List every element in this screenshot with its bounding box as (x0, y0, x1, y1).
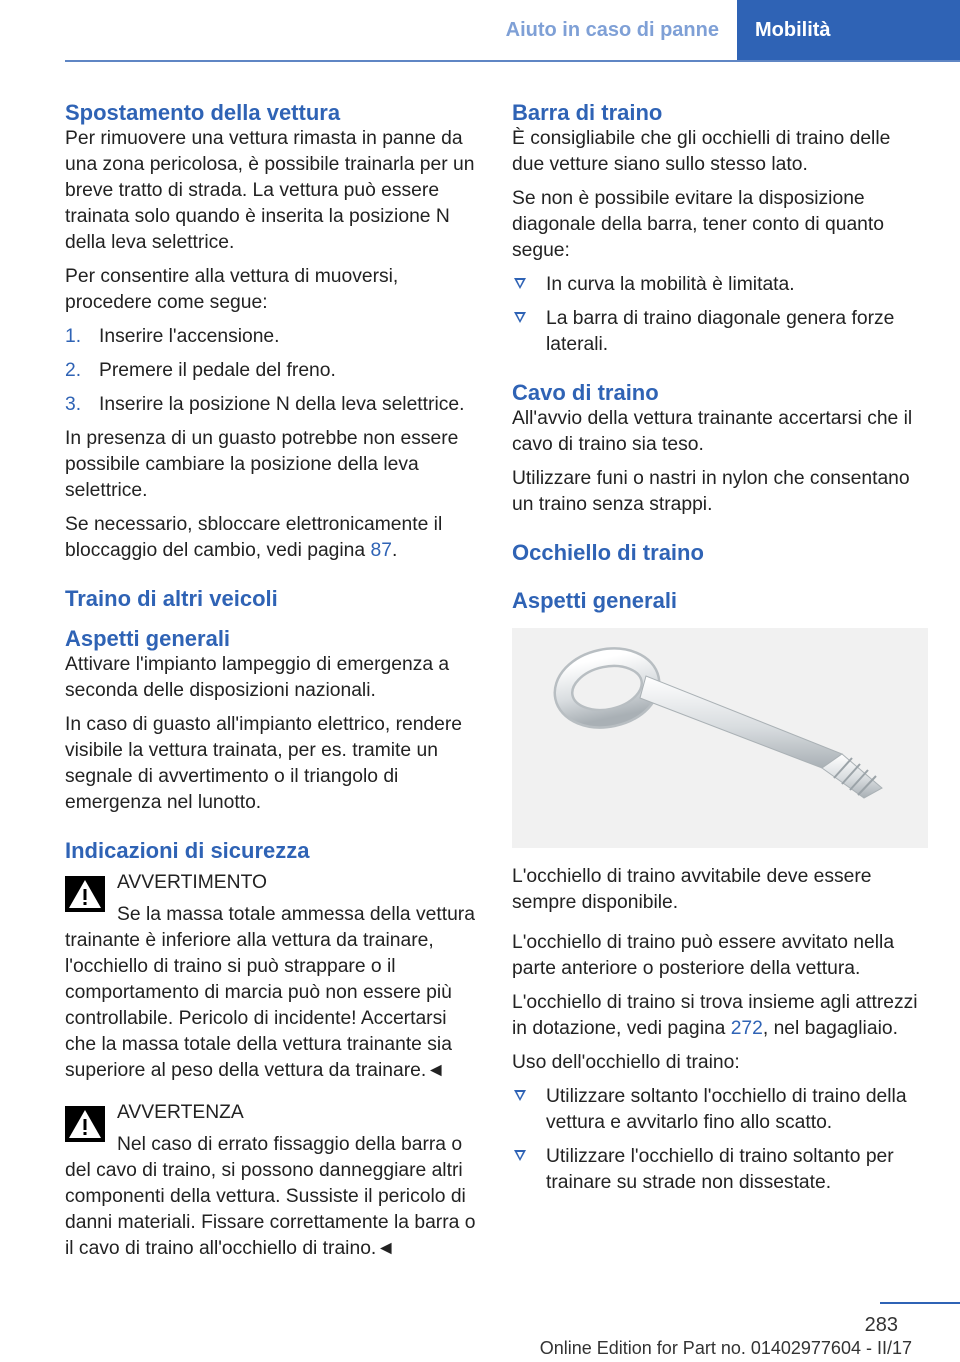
right-column (512, 100, 927, 1204)
section-title: Aiuto in caso di panne (505, 19, 719, 41)
page-link[interactable]: 272 (730, 1018, 763, 1039)
paragraph: Attivare l'impianto lampeggio di emergenza a seconda delle disposizioni nazionali. (65, 654, 450, 701)
bullet-triangle-icon (514, 1090, 526, 1101)
chapter-tab: Mobilità (737, 0, 960, 60)
paragraph-text: Se necessario, sbloccare elettronicamente il bloccaggio del cambio, vedi pagina (65, 514, 443, 561)
caution-box (65, 1100, 480, 1262)
page-link[interactable]: 87 (370, 540, 392, 561)
heading-aspetti-generali: Aspetti generali (512, 588, 678, 613)
paragraph-text: , nel bagagliaio. (762, 1018, 898, 1039)
caution-title: AVVERTENZA (117, 1102, 244, 1123)
list-text: Utilizzare soltanto l'occhiello di traino della vettura e avvitarlo fino allo scatto. (546, 1086, 907, 1133)
paragraph: Utilizzare funi o nastri in nylon che consentano un traino senza strappi. (512, 468, 910, 515)
page-number: 283 (864, 1314, 898, 1336)
paragraph (65, 512, 480, 564)
header-rule (65, 60, 960, 62)
list-item (65, 358, 480, 384)
bullet-list (512, 272, 927, 358)
warning-icon (65, 876, 105, 912)
list-item (65, 392, 480, 418)
heading-cavo: Cavo di traino (512, 380, 659, 405)
step-number: 2. (65, 360, 82, 381)
list-text: Utilizzare l'occhiello di traino soltanto per trainare su strade non dissestate. (546, 1146, 894, 1193)
step-number: 3. (65, 394, 82, 415)
bullet-list (512, 1084, 927, 1196)
heading-sicurezza: Indicazioni di sicurezza (65, 838, 310, 863)
heading-occhiello: Occhiello di traino (512, 540, 704, 565)
list-text: In curva la mobilità è limitata. (546, 274, 795, 295)
heading-spostamento: Spostamento della vettura (65, 100, 341, 125)
step-text: Inserire la posizione N della leva selettrice. (99, 394, 465, 415)
paragraph-text: . (391, 540, 398, 561)
step-text: Premere il pedale del freno. (99, 360, 336, 381)
page-footer (0, 1302, 960, 1362)
paragraph: Uso dell'occhiello di traino: (512, 1052, 740, 1073)
bullet-triangle-icon (514, 1150, 526, 1161)
paragraph (512, 990, 927, 1042)
caution-text: Nel caso di errato fissaggio della barra o del cavo di traino, si possono danneggiare altri componenti della vettura. Sussiste il pericolo di danni materiali. Fissare correttamente la barra o il cavo di traino all'occhiello di traino.◄ (65, 1134, 476, 1259)
bullet-triangle-icon (514, 278, 526, 289)
step-number: 1. (65, 326, 82, 347)
page-header (65, 0, 960, 62)
heading-aspetti-generali: Aspetti generali (65, 626, 231, 651)
paragraph: In presenza di un guasto potrebbe non essere possibile cambiare la posizione della leva selettrice. (65, 428, 459, 501)
list-item (512, 306, 927, 358)
paragraph: In caso di guasto all'impianto elettrico, rendere visibile la vettura trainata, per es. tramite un segnale di avvertimento o il triangolo di emergenza nel lunotto. (65, 714, 463, 813)
list-item (65, 324, 480, 350)
bullet-triangle-icon (514, 312, 526, 323)
heading-traino: Traino di altri veicoli (65, 586, 278, 611)
paragraph: Se non è possibile evitare la disposizione diagonale della barra, tener conto di quanto segue: (512, 188, 884, 261)
tow-eye-figure (512, 628, 928, 848)
list-item (512, 1144, 927, 1196)
paragraph: L'occhiello di traino può essere avvitato nella parte anteriore o posteriore della vettura. (512, 932, 895, 979)
warning-icon (65, 1106, 105, 1142)
list-text: La barra di traino diagonale genera forze laterali. (546, 308, 895, 355)
steps-list (65, 324, 480, 418)
paragraph: È consigliabile che gli occhielli di traino delle due vetture siano sullo stesso lato. (512, 128, 891, 175)
warning-title: AVVERTIMENTO (117, 872, 267, 893)
tow-eye-illustration (512, 628, 928, 848)
paragraph: Per consentire alla vettura di muoversi, procedere come segue: (65, 266, 399, 313)
list-item (512, 272, 927, 298)
paragraph: L'occhiello di traino avvitabile deve essere sempre disponibile. (512, 866, 872, 913)
paragraph: All'avvio della vettura trainante accertarsi che il cavo di traino sia teso. (512, 408, 913, 455)
list-item (512, 1084, 927, 1136)
edition-text: Online Edition for Part no. 01402977604 - II/17 (539, 1338, 912, 1358)
paragraph-text: L'occhiello di traino si trova insieme agli attrezzi in dotazione, vedi pagina (512, 992, 918, 1039)
paragraph: Per rimuovere una vettura rimasta in panne da una zona pericolosa, è possibile trainarla per un breve tratto di strada. La vettura può essere trainata solo quando è inserita la posizione N della leva selettrice. (65, 128, 475, 253)
left-column (65, 100, 480, 1278)
step-text: Inserire l'accensione. (99, 326, 280, 347)
heading-barra: Barra di traino (512, 100, 663, 125)
footer-rule (880, 1302, 960, 1304)
warning-text: Se la massa totale ammessa della vettura trainante è inferiore alla vettura da trainare, l'occhiello di traino si può strappare o il comportamento di marcia può non essere più controllabile. Pericolo di incidente! Accertarsi che la massa totale della vettura trainante sia superiore al peso della vettura da trainare.◄ (65, 904, 475, 1081)
warning-box (65, 870, 480, 1084)
